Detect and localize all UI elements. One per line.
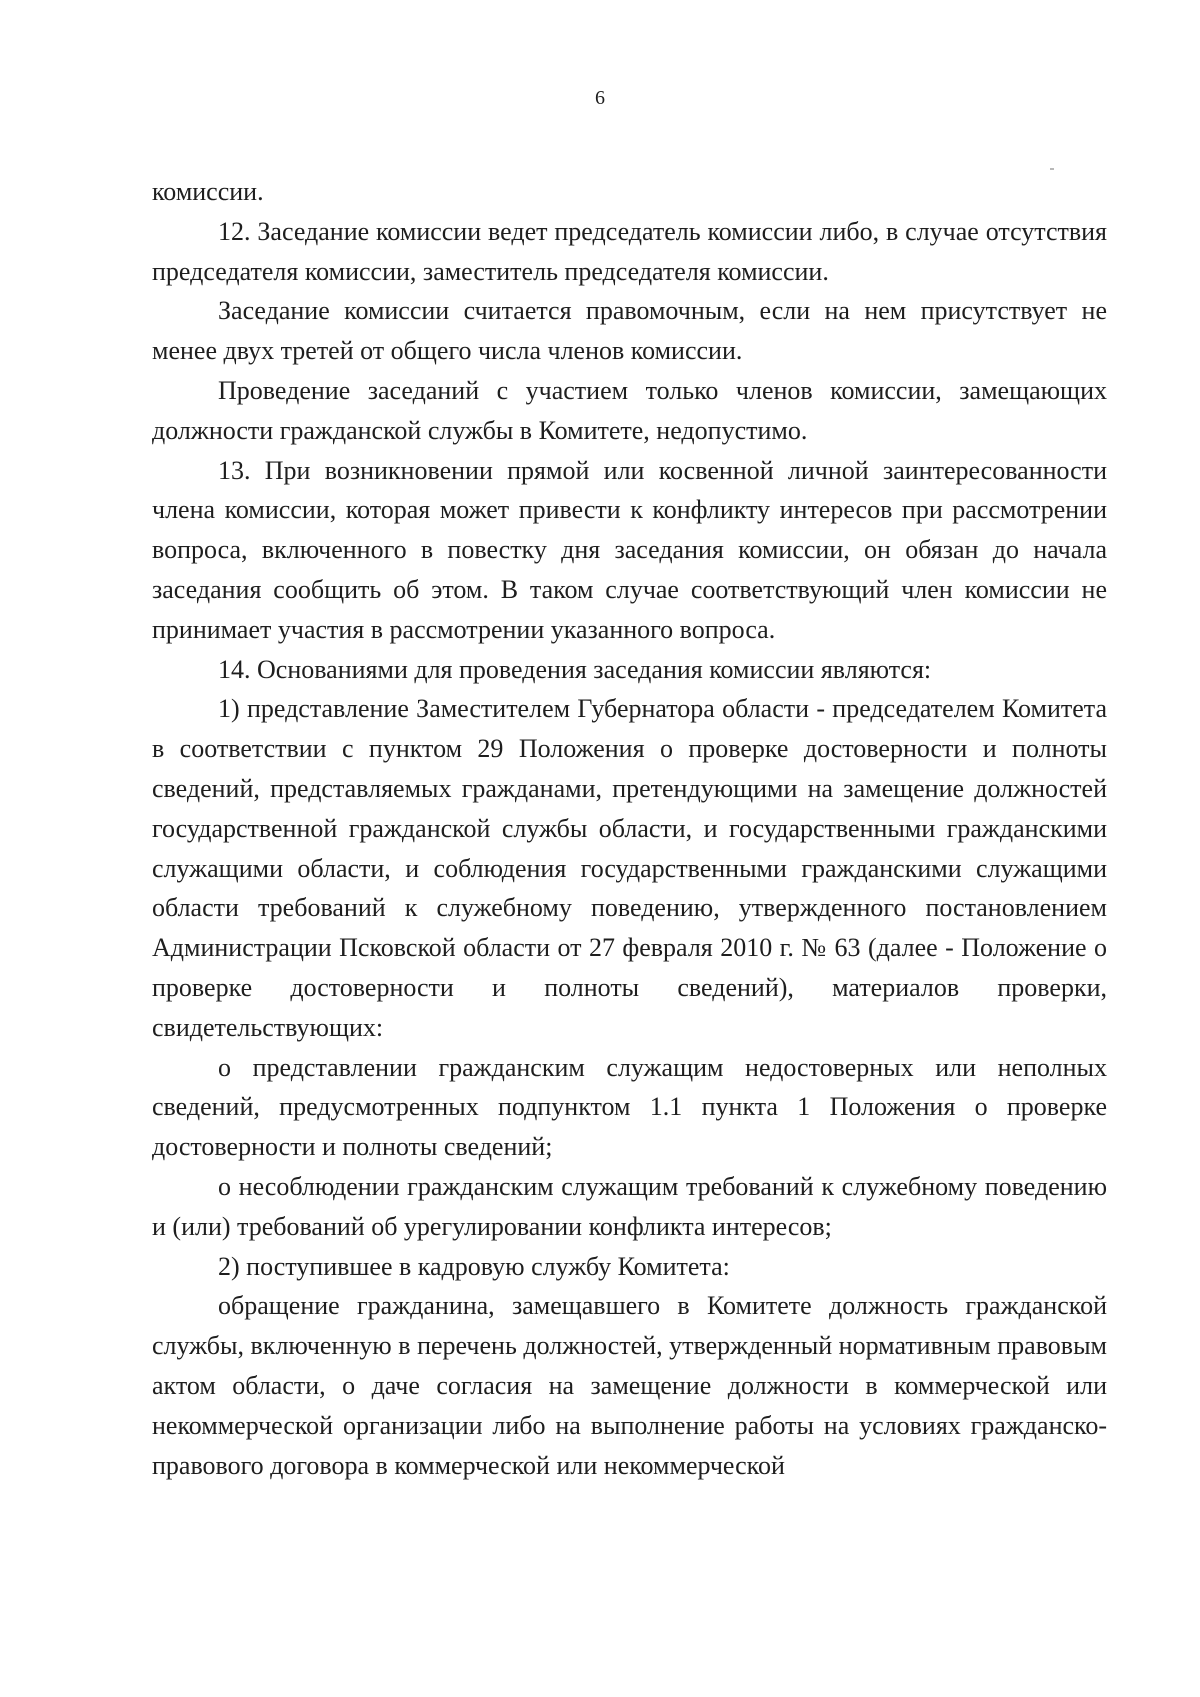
paragraph-citizen-appeal: обращение гражданина, замещавшего в Комитете должность гражданской службы, включенную в перечень должностей, утвержденный нормативным правовым актом области, о даче согласия на замещение должности в коммерческой или некоммерческой организации либо на выполнение работы на условиях гражданско-правового договора в коммерческой или некоммерческой bbox=[152, 1291, 1107, 1480]
paragraph-subitem-1: 1) представление Заместителем Губернатора области - председателем Комитета в соответствии с пунктом 29 Положения о проверке достоверности и полноты сведений, представляемых гражданами, претендующими на замещение должностей государственной гражданской службы области, и государственными гражданскими служащими области, и соблюдения государственными гражданскими служащими области требований к служебному поведению, утвержденного постановлением Администрации Псковской области от 27 февраля 2010 г. № 63 (далее - Положение о проверке достоверности и полноты сведений), материалов проверки, свидетельствующих: bbox=[152, 694, 1107, 1042]
paragraph-subitem-2: 2) поступившее в кадровую службу Комитета: bbox=[218, 1251, 730, 1281]
scan-speck bbox=[1050, 168, 1054, 170]
paragraph-quorum: Заседание комиссии считается правомочным, если на нем присутствует не менее двух третей от общего числа членов комиссии. bbox=[152, 296, 1107, 366]
paragraph-item-12: 12. Заседание комиссии ведет председатель комиссии либо, в случае отсутствия председателя комиссии, заместитель председателя комиссии. bbox=[152, 216, 1107, 286]
document-body bbox=[152, 172, 1107, 1485]
paragraph-composition: Проведение заседаний с участием только членов комиссии, замещающих должности гражданской службы в Комитете, недопустимо. bbox=[152, 375, 1107, 445]
paragraph-item-14: 14. Основаниями для проведения заседания комиссии являются: bbox=[218, 654, 932, 684]
paragraph-noncompliance: о несоблюдении гражданским служащим требований к служебному поведению и (или) требований об урегулировании конфликта интересов; bbox=[152, 1171, 1107, 1241]
paragraph-item-13: 13. При возникновении прямой или косвенной личной заинтересованности члена комиссии, которая может привести к конфликту интересов при рассмотрении вопроса, включенного в повестку дня заседания комиссии, он обязан до начала заседания сообщить об этом. В таком случае соответствующий член комиссии не принимает участия в рассмотрении указанного вопроса. bbox=[152, 455, 1107, 644]
paragraph-continuation: комиссии. bbox=[152, 177, 264, 206]
page-number: 6 bbox=[595, 87, 605, 109]
paragraph-false-information: о представлении гражданским служащим недостоверных или неполных сведений, предусмотренных подпунктом 1.1 пункта 1 Положения о проверке достоверности и полноты сведений; bbox=[152, 1052, 1107, 1162]
